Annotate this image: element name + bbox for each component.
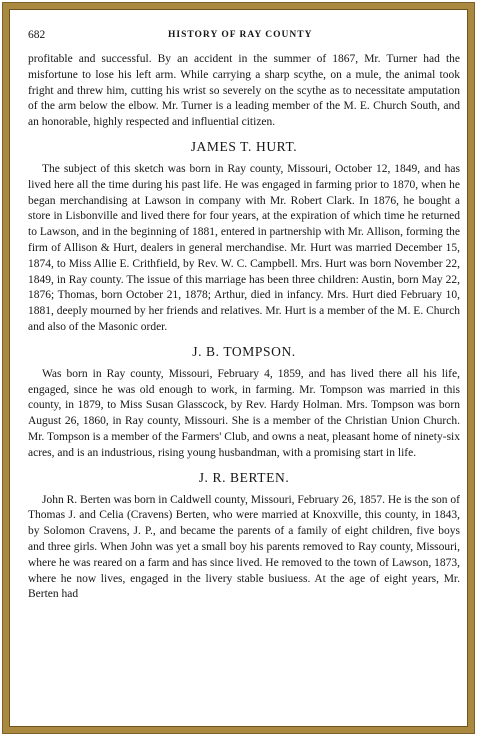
tompson-heading: J. B. TOMPSON. (192, 343, 296, 359)
turner-continuation-paragraph: profitable and successful. By an accident in the summer of 1867, Mr. Turner had the misfortune to lose his left arm. While carrying a sharp scythe, on a mule, the animal took fright and threw him, cutting his wrist so severely on the scythe as to necessitate amputation of the arm below the elbow. Mr. Turner is a leading member of the M. E. Church South, and an honorable, highly respected and influential citizen. (28, 53, 460, 129)
tompson-paragraph: Was born in Ray county, Missouri, February 4, 1859, and has lived there all his life, engaged, since he was old enough to work, in farming. Mr. Tompson was married in this county, in 1879, to Miss Susan Glasscock, by Rev. Hardy Holman. Mrs. Tompson was born August 26, 1860, in Ray county, Missouri. She is a member of the Christian Union Church. Mr. Tompson is a member of the Farmers' Club, and owns a neat, pleasant home of ninety-six acres, and is an industrious, rising young husbandman, with a promising start in life. (28, 367, 460, 459)
hurt-paragraph: The subject of this sketch was born in Ray county, Missouri, October 12, 1849, and has lived here all the time during his past life. He was engaged in farming prior to 1870, when he began merchandising at Lawson in company with Mr. Robert Clark. In 1876, he bought a store in Lisbonville and lived there for four years, at the expiration of which time he returned to Lawson, and in the beginning of 1881, entered in partnership with Mr. Allison, forming the firm of Allison & Hurt, dealers in general merchandise. Mr. Hurt was married December 15, 1874, to Miss Allie E. Crithfield, by Rev. W. C. Campbell. Mrs. Hurt was born November 22, 1849, in Ray county. The issue of this marriage has been three children: Austin, born May 22, 1876; Thomas, born October 21, 1878; Arthur, died in infancy. Mrs. Hurt died February 10, 1881, deeply mourned by her friends and relatives. Mr. Hurt is a member of the M. E. Church and also of the Masonic order. (28, 162, 460, 333)
berten-paragraph: John R. Berten was born in Caldwell county, Missouri, February 26, 1857. He is the son of Thomas J. and Celia (Cravens) Berten, who were married at Knoxville, this county, in 1843, by Solomon Cravens, J. P., and became the parents of a family of eight children, five boys and three girls. When John was yet a small boy his parents removed to Ray county, Missouri, where he was reared on a farm and has since lived. He removed to the town of Lawson, 1873, where he now lives, engaged in the livery stable busiuess. At the age of eight years, Mr. Berten had (28, 493, 460, 601)
page-border-inner (9, 9, 468, 727)
running-title: HISTORY OF RAY COUNTY (168, 30, 313, 40)
running-head (18, 28, 461, 42)
page-border (2, 2, 475, 734)
book-page (10, 10, 467, 726)
page-number: 682 (28, 29, 46, 41)
hurt-heading: JAMES T. HURT. (190, 138, 298, 154)
page-body (28, 52, 460, 603)
berten-heading: J. R. BERTEN. (198, 469, 290, 485)
